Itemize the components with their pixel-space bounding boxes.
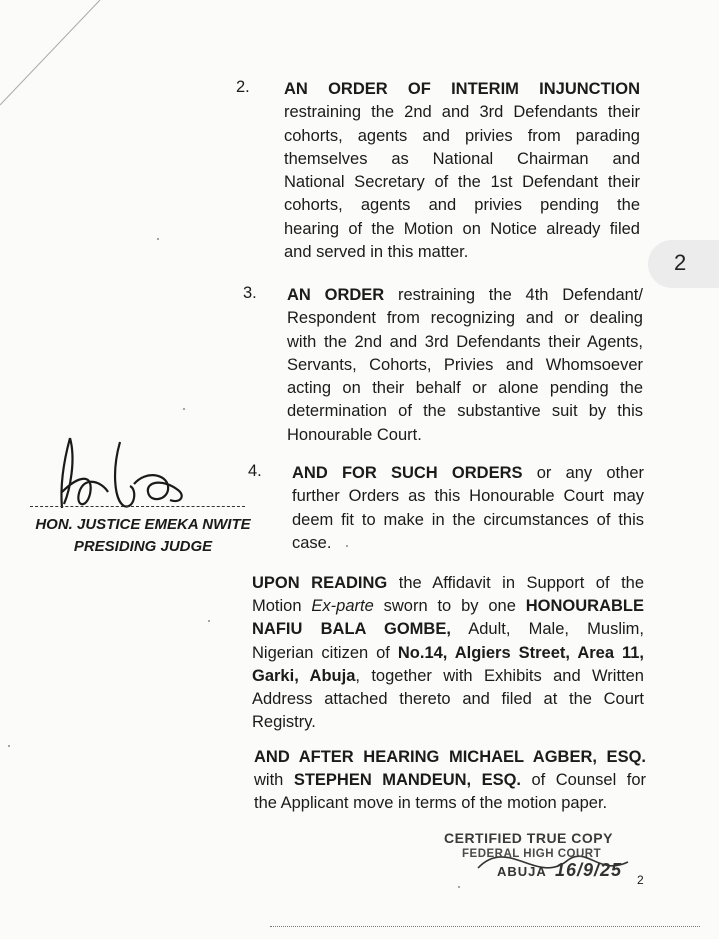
bold-text: No.14, Algiers Street, Area 11, (397, 643, 644, 662)
order-2-text (284, 78, 640, 264)
text-line (284, 171, 640, 194)
bold-text: UPON READING (252, 574, 388, 592)
text-run: Honourable Court. (287, 425, 422, 444)
text-run: acting on their behalf or alone pending the (287, 379, 643, 398)
text-line (287, 424, 643, 447)
text-line (254, 769, 646, 792)
text-run: themselves as National Chairman and (284, 149, 640, 168)
order-4-number: 4. (248, 462, 262, 480)
text-line (287, 354, 643, 377)
bold-text: HONOURABLE (525, 597, 645, 616)
text-line (284, 101, 640, 124)
text-line (284, 218, 640, 241)
text-line (252, 688, 644, 711)
order-3-number: 3. (243, 284, 257, 302)
bold-text: AND AFTER HEARING MICHAEL AGBER, ESQ. (254, 748, 646, 766)
text-line (284, 241, 640, 264)
text-line (284, 148, 640, 171)
text-run: or any other (522, 464, 644, 482)
text-line (284, 194, 640, 217)
bold-text: NAFIU BALA GOMBE, (252, 620, 451, 639)
page-fold-line (0, 0, 110, 110)
text-line (252, 665, 644, 688)
text-line (292, 509, 644, 532)
text-line (252, 595, 644, 618)
stamp-date: 16/9/25 (554, 860, 622, 880)
text-run: cohorts, agents and privies pending the (284, 196, 640, 215)
text-line (292, 485, 644, 508)
text-run: cohorts, agents and privies from parading (284, 126, 640, 145)
text-line (287, 331, 643, 354)
text-run: determination of the substantive suit by this (287, 402, 643, 421)
bold-text: AN ORDER OF INTERIM INJUNCTION (284, 80, 640, 98)
text-run: Address attached thereto and filed at the Court (252, 690, 644, 709)
stamp-location: ABUJA (497, 864, 547, 879)
upon-reading-paragraph (252, 572, 644, 734)
text-run: National Secretary of the 1st Defendant their (284, 173, 640, 192)
order-3-text (287, 284, 643, 447)
text-line (287, 307, 643, 330)
text-run: further Orders as this Honourable Court may (292, 487, 644, 506)
stamp-court-text: FEDERAL HIGH COURT (462, 848, 602, 860)
text-run: case. (292, 533, 332, 552)
text-run: , together with Exhibits and Written (355, 666, 644, 685)
order-2-number: 2. (236, 78, 250, 96)
judge-title: PRESIDING JUDGE (73, 538, 213, 555)
bold-text: AN ORDER (287, 286, 385, 304)
bold-text: Garki, Abuja (252, 666, 356, 685)
stamp-location-text (497, 860, 622, 881)
after-hearing-paragraph (254, 746, 646, 816)
bold-text: STEPHEN MANDEUN, ESQ. (293, 771, 522, 790)
text-line (287, 284, 643, 307)
signature-line (30, 506, 245, 507)
stamp-certified-text: CERTIFIED TRUE COPY (444, 830, 613, 846)
italic-text: Ex-parte (311, 597, 374, 616)
text-line (252, 572, 644, 595)
text-line (292, 462, 644, 485)
text-line (252, 642, 644, 665)
bottom-edge (270, 926, 700, 927)
text-line (254, 792, 646, 815)
bold-text: AND FOR SUCH ORDERS (292, 464, 523, 482)
text-run: hearing of the Motion on Notice already filed (284, 219, 640, 238)
text-run: and served in this matter. (284, 243, 469, 262)
text-line (284, 125, 640, 148)
text-line (287, 400, 643, 423)
page-indicator-number: 2 (674, 250, 687, 275)
text-line (284, 78, 640, 101)
text-run: Motion (252, 597, 312, 616)
text-run: Adult, Male, Muslim, (450, 620, 644, 639)
text-run: Respondent from recognizing and or dealing (287, 309, 643, 328)
text-run: Registry. (252, 713, 316, 732)
text-run: sworn to by one (373, 597, 526, 616)
text-run: Nigerian citizen of (252, 643, 398, 662)
judge-block (33, 514, 253, 558)
text-run: with the 2nd and 3rd Defendants their Agents, (287, 332, 643, 351)
order-4-text (292, 462, 644, 555)
text-line (252, 618, 644, 641)
text-run: the Applicant move in terms of the motion paper. (254, 794, 608, 813)
text-line (292, 532, 644, 555)
text-run: of Counsel for (521, 771, 646, 790)
text-run: restraining the 2nd and 3rd Defendants their (284, 103, 640, 122)
text-run: with (254, 771, 294, 790)
text-run: the Affidavit in Support of the (387, 574, 645, 592)
judge-name: HON. JUSTICE EMEKA NWITE (35, 516, 251, 533)
text-run: deem fit to make in the circumstances of this (292, 510, 644, 529)
page-number: 2 (637, 873, 644, 887)
text-line (254, 746, 646, 769)
text-run: Servants, Cohorts, Privies and Whomsoever (287, 355, 643, 374)
text-line (252, 711, 644, 734)
text-line (287, 377, 643, 400)
text-run: restraining the 4th Defendant/ (384, 286, 643, 304)
